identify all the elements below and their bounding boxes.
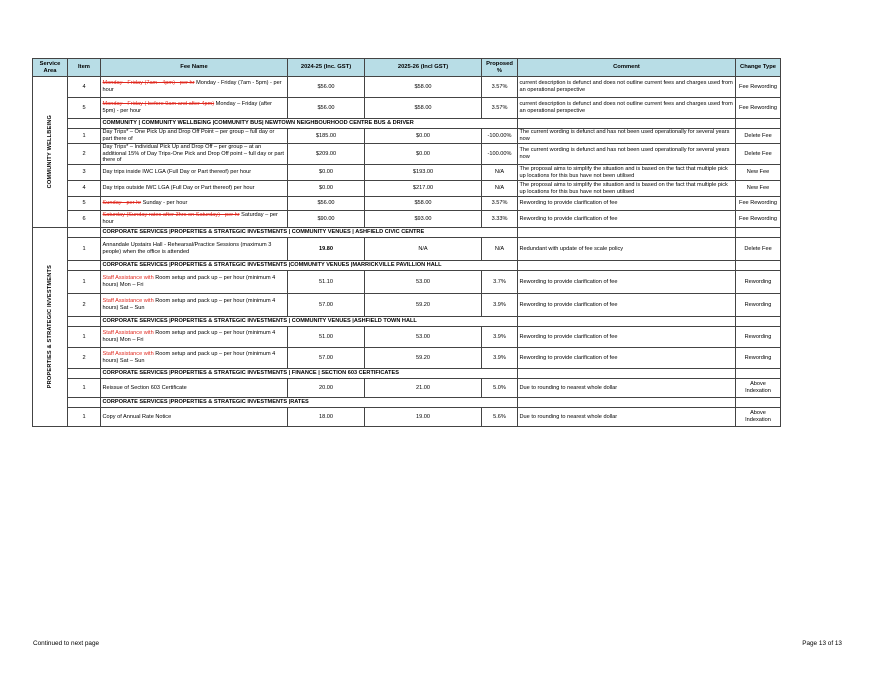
table-row bbox=[33, 129, 781, 144]
header-row bbox=[33, 59, 781, 77]
comment: The current wording is defunct and has not been used operationally for several years now bbox=[518, 129, 736, 144]
item-number: 4 bbox=[68, 181, 101, 197]
item-number: 1 bbox=[68, 271, 101, 294]
item-number: 5 bbox=[68, 197, 101, 211]
section-title: CORPORATE SERVICES |PROPERTIES & STRATEGIC INVESTMENTS |COMMUNITY VENUES |MARRICKVILLE PAVILLION HALL bbox=[101, 261, 518, 271]
change-type: Rewording bbox=[736, 348, 781, 369]
change-type: Delete Fee bbox=[736, 238, 781, 261]
proposed-percent: -100.00% bbox=[482, 144, 518, 165]
section-row bbox=[33, 261, 781, 271]
table-row bbox=[33, 294, 781, 317]
fee-name: Copy of Annual Rate Notice bbox=[101, 408, 288, 427]
table-row bbox=[33, 144, 781, 165]
fee-name: Day trips inside IWC LGA (Full Day or Part thereof) per hour bbox=[101, 165, 288, 181]
item-number: 2 bbox=[68, 294, 101, 317]
comment: Rewording to provide clarification of fee bbox=[518, 271, 736, 294]
change-type: Rewording bbox=[736, 327, 781, 348]
item-number: 1 bbox=[68, 379, 101, 398]
change-type: Rewording bbox=[736, 271, 781, 294]
fee-2024-25: $209.00 bbox=[288, 144, 365, 165]
fee-2025-26: 19.00 bbox=[365, 408, 482, 427]
change-type: Above Indexation bbox=[736, 408, 781, 427]
fee-name: Monday - Friday ( before 9am and after 4pm) Monday – Friday (after 5pm) - per hour bbox=[101, 98, 288, 119]
change-type: New Fee bbox=[736, 165, 781, 181]
change-type: Fee Rewording bbox=[736, 197, 781, 211]
fee-2024-25: $56.00 bbox=[288, 98, 365, 119]
table-row bbox=[33, 211, 781, 228]
table-row bbox=[33, 98, 781, 119]
fee-2025-26: $217.00 bbox=[365, 181, 482, 197]
header-fee-2024-25: 2024-25 (Inc. GST) bbox=[288, 59, 365, 77]
proposed-percent: 3.9% bbox=[482, 348, 518, 369]
header-proposed: Proposed % bbox=[482, 59, 518, 77]
fee-2025-26: $0.00 bbox=[365, 144, 482, 165]
fee-2025-26: $93.00 bbox=[365, 211, 482, 228]
service-area-label: PROPERTIES & STRATEGIC INVESTMENTS bbox=[46, 265, 53, 389]
fee-2024-25: 19.80 bbox=[288, 238, 365, 261]
section-title: CORPORATE SERVICES |PROPERTIES & STRATEGIC INVESTMENTS | FINANCE | SECTION 603 CERTIFICATES bbox=[101, 369, 518, 379]
table-row bbox=[33, 379, 781, 398]
table-row bbox=[33, 77, 781, 98]
fee-name: Annandale Upstairs Hall - Rehearsal/Practice Sessions (maximum 3 people) when the office is attended bbox=[101, 238, 288, 261]
struck-text: Monday - Friday ( before 9am and after 4pm) bbox=[102, 101, 215, 108]
item-number: 4 bbox=[68, 77, 101, 98]
table-row bbox=[33, 408, 781, 427]
added-text: Staff Assistance with bbox=[102, 298, 154, 305]
proposed-percent: 3.9% bbox=[482, 294, 518, 317]
comment: Redundant with update of fee scale policy bbox=[518, 238, 736, 261]
fee-name: Sunday - per hr Sunday - per hour bbox=[101, 197, 288, 211]
service-area-properties bbox=[33, 228, 68, 427]
fee-name: Monday - Friday (7am - 4pm) - per hr Monday - Friday (7am - 5pm) - per hour bbox=[101, 77, 288, 98]
proposed-percent: N/A bbox=[482, 165, 518, 181]
proposed-percent: 3.57% bbox=[482, 98, 518, 119]
change-type: New Fee bbox=[736, 181, 781, 197]
fee-2025-26: $58.00 bbox=[365, 98, 482, 119]
change-type: Fee Rewording bbox=[736, 77, 781, 98]
fee-name: Staff Assistance with Room setup and pack up – per hour (minimum 4 hours) Mon – Fri bbox=[101, 271, 288, 294]
comment: Due to rounding to nearest whole dollar bbox=[518, 408, 736, 427]
change-type: Delete Fee bbox=[736, 129, 781, 144]
fee-2024-25: 18.00 bbox=[288, 408, 365, 427]
comment: Rewording to provide clarification of fee bbox=[518, 294, 736, 317]
table-row bbox=[33, 348, 781, 369]
proposed-percent: 3.57% bbox=[482, 197, 518, 211]
section-title: CORPORATE SERVICES |PROPERTIES & STRATEGIC INVESTMENTS |RATES bbox=[101, 398, 518, 408]
comment: The proposal aims to simplify the situation and is based on the fact that multiple pick up locations for this bus have not been utilised bbox=[518, 181, 736, 197]
fee-name: Day trips outside IWC LGA (Full Day or Part thereof) per hour bbox=[101, 181, 288, 197]
fee-name: Staff Assistance with Room setup and pack up – per hour (minimum 4 hours) Mon – Fri bbox=[101, 327, 288, 348]
header-fee-2025-26: 2025-26 (Incl GST) bbox=[365, 59, 482, 77]
added-text: Staff Assistance with bbox=[102, 351, 154, 358]
section-row bbox=[33, 228, 781, 238]
section-title: COMMUNITY | COMMUNITY WELLBEING |COMMUNITY BUS| NEWTOWN NEIGHBOURHOOD CENTRE BUS & DRIVER bbox=[101, 119, 518, 129]
comment: current description is defunct and does not outline current fees and charges used from an operational perspective bbox=[518, 98, 736, 119]
change-type: Rewording bbox=[736, 294, 781, 317]
table-row bbox=[33, 165, 781, 181]
item-number: 3 bbox=[68, 165, 101, 181]
table-row bbox=[33, 271, 781, 294]
comment: Rewording to provide clarification of fee bbox=[518, 348, 736, 369]
comment: Rewording to provide clarification of fee bbox=[518, 197, 736, 211]
proposed-percent: 3.7% bbox=[482, 271, 518, 294]
comment: current description is defunct and does not outline current fees and charges used from an operational perspective bbox=[518, 77, 736, 98]
fee-2025-26: 59.20 bbox=[365, 294, 482, 317]
comment: The current wording is defunct and has not been used operationally for several years now bbox=[518, 144, 736, 165]
item-number: 1 bbox=[68, 408, 101, 427]
section-title: CORPORATE SERVICES |PROPERTIES & STRATEGIC INVESTMENTS | COMMUNITY VENUES | ASHFIELD CIVIC CENTRE bbox=[101, 228, 518, 238]
item-number: 5 bbox=[68, 98, 101, 119]
fee-2025-26: $193.00 bbox=[365, 165, 482, 181]
table-row bbox=[33, 181, 781, 197]
fee-2024-25: $0.00 bbox=[288, 181, 365, 197]
proposed-percent: -100.00% bbox=[482, 129, 518, 144]
fee-name: Day Trips* – One Pick Up and Drop Off Point – per group – full day or part there of bbox=[101, 129, 288, 144]
comment: Due to rounding to nearest whole dollar bbox=[518, 379, 736, 398]
fee-2024-25: 57.00 bbox=[288, 294, 365, 317]
fee-2024-25: 51.00 bbox=[288, 327, 365, 348]
section-title: CORPORATE SERVICES |PROPERTIES & STRATEGIC INVESTMENTS | COMMUNITY VENUES |ASHFIELD TOWN HALL bbox=[101, 317, 518, 327]
proposed-percent: 3.9% bbox=[482, 327, 518, 348]
change-type: Delete Fee bbox=[736, 144, 781, 165]
header-service-area: Service Area bbox=[33, 59, 68, 77]
fee-2025-26: $0.00 bbox=[365, 129, 482, 144]
fee-2024-25: $185.00 bbox=[288, 129, 365, 144]
section-row bbox=[33, 398, 781, 408]
fee-2024-25: $90.00 bbox=[288, 211, 365, 228]
item-number: 6 bbox=[68, 211, 101, 228]
fee-2025-26: 21.00 bbox=[365, 379, 482, 398]
continued-note: Continued to next page bbox=[33, 640, 100, 647]
struck-text: Monday - Friday (7am - 4pm) - per hr bbox=[102, 80, 195, 87]
comment: Rewording to provide clarification of fee bbox=[518, 327, 736, 348]
header-comment: Comment bbox=[518, 59, 736, 77]
section-row bbox=[33, 119, 781, 129]
header-change-type: Change Type bbox=[736, 59, 781, 77]
page-number: Page 13 of 13 bbox=[802, 640, 842, 647]
section-row bbox=[33, 317, 781, 327]
fee-2024-25: $56.00 bbox=[288, 197, 365, 211]
fee-name: Saturday (Sunday rates after 3hrs on Saturday) - per hr Saturday – per hour bbox=[101, 211, 288, 228]
change-type: Fee Rewording bbox=[736, 211, 781, 228]
fee-2024-25: 57.00 bbox=[288, 348, 365, 369]
service-area-label: COMMUNITY WELLBEING bbox=[46, 115, 53, 189]
fee-name: Staff Assistance with Room setup and pack up – per hour (minimum 4 hours) Sat – Sun bbox=[101, 294, 288, 317]
fee-2025-26: N/A bbox=[365, 238, 482, 261]
proposed-percent: 3.33% bbox=[482, 211, 518, 228]
fee-2025-26: 53.00 bbox=[365, 327, 482, 348]
comment: Rewording to provide clarification of fee bbox=[518, 211, 736, 228]
fee-2025-26: 59.20 bbox=[365, 348, 482, 369]
section-row bbox=[33, 369, 781, 379]
fee-2024-25: 51.10 bbox=[288, 271, 365, 294]
table-row bbox=[33, 238, 781, 261]
fee-2025-26: $58.00 bbox=[365, 77, 482, 98]
header-fee-name: Fee Name bbox=[101, 59, 288, 77]
proposed-percent: N/A bbox=[482, 181, 518, 197]
proposed-percent: N/A bbox=[482, 238, 518, 261]
item-number: 1 bbox=[68, 129, 101, 144]
item-number: 2 bbox=[68, 348, 101, 369]
service-area-community bbox=[33, 77, 68, 228]
added-text: Staff Assistance with bbox=[102, 275, 154, 282]
struck-text: Sunday - per hr bbox=[102, 200, 142, 207]
added-text: Staff Assistance with bbox=[102, 330, 154, 337]
fee-2024-25: 20.00 bbox=[288, 379, 365, 398]
fee-2024-25: $0.00 bbox=[288, 165, 365, 181]
proposed-percent: 5.6% bbox=[482, 408, 518, 427]
item-number: 2 bbox=[68, 144, 101, 165]
struck-text: Saturday (Sunday rates after 3hrs on Saturday) - per hr bbox=[102, 212, 240, 219]
fee-name: Day Trips* – Individual Pick Up and Drop Off – per group – at an additional 15% of Day Trips-One Pick and Drop Off point – full day or part there of bbox=[101, 144, 288, 165]
fee-name: Staff Assistance with Room setup and pack up – per hour (minimum 4 hours) Sat – Sun bbox=[101, 348, 288, 369]
table-row bbox=[33, 327, 781, 348]
fee-2025-26: $58.00 bbox=[365, 197, 482, 211]
proposed-percent: 3.57% bbox=[482, 77, 518, 98]
fee-2025-26: 53.00 bbox=[365, 271, 482, 294]
header-item: Item bbox=[68, 59, 101, 77]
fees-table bbox=[32, 58, 781, 427]
fee-2024-25: $56.00 bbox=[288, 77, 365, 98]
comment: The proposal aims to simplify the situation and is based on the fact that multiple pick up locations for this bus have not been utilised bbox=[518, 165, 736, 181]
proposed-percent: 5.0% bbox=[482, 379, 518, 398]
change-type: Above Indexation bbox=[736, 379, 781, 398]
table-row bbox=[33, 197, 781, 211]
change-type: Fee Rewording bbox=[736, 98, 781, 119]
fee-name: Reissue of Section 603 Certificate bbox=[101, 379, 288, 398]
item-number: 1 bbox=[68, 327, 101, 348]
item-number: 1 bbox=[68, 238, 101, 261]
